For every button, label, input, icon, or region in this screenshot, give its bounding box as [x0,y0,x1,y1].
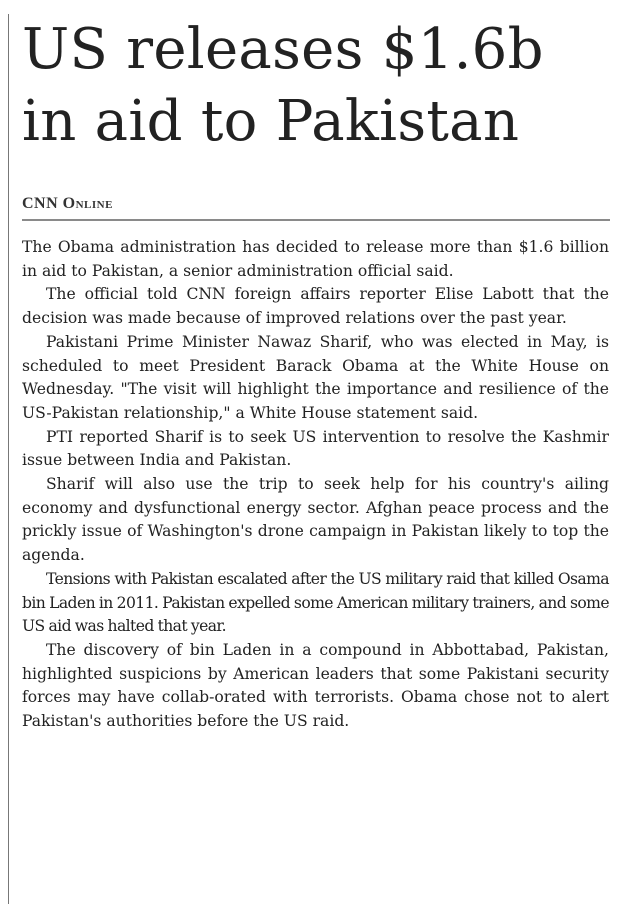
article-body [22,236,609,734]
paragraph-1: The Obama administration has decided to release more than $1.6 billion in aid to Pakistan, a senior administration official said. [22,238,609,280]
headline-line-1: US releases $1.6b [22,17,544,82]
paragraph-5: Sharif will also use the trip to seek help for his country's ailing economy and dysfunctional energy sector. Afghan peace process and the prickly issue of Washington's drone campaign in Pakistan likely to top the agenda. [22,475,609,565]
source-byline: CNN Online [22,195,113,212]
paragraph-6: Tensions with Pakistan escalated after the US military raid that killed Osama bin Laden in 2011. Pakistan expelled some American military trainers, and some US aid was halted that year. [22,569,609,636]
paragraph-7: The discovery of bin Laden in a compound in Abbottabad, Pakistan, highlighted suspicions by American leaders that some Pakistani security forces may have collab-orated with terrorists. Obama chose not to alert Pakistan's authorities before the US raid. [22,640,609,731]
paragraph-4: PTI reported Sharif is to seek US intervention to resolve the Kashmir issue between India and Pakistan. [22,427,609,470]
paragraph-2: The official told CNN foreign affairs reporter Elise Labott that the decision was made because of improved relations over the past year. [22,285,609,328]
headline [22,14,612,158]
paragraph-3: Pakistani Prime Minister Nawaz Sharif, who was elected in May, is scheduled to meet President Barack Obama at the White House on Wednesday. "The visit will highlight the importance and resilience of the US-Pakistan relationship," a White House statement said. [22,332,609,422]
column-rule [8,14,9,904]
byline-divider [22,219,610,221]
headline-line-2: in aid to Pakistan [22,89,520,154]
